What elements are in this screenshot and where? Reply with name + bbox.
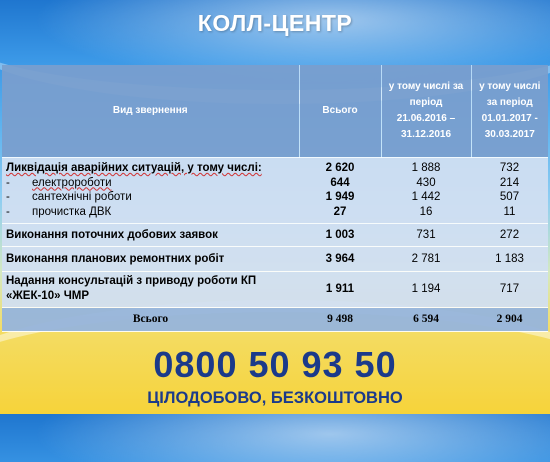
row-label-consulting: Надання консультацій з приводу роботи КП «ЖЕК-10» ЧМР [2,271,299,307]
table-row [2,223,548,246]
tagline: ЦІЛОДОБОВО, БЕЗКОШТОВНО [147,389,403,407]
header-period-2016: у тому числі за період 21.06.2016 – 31.12.2016 [381,65,471,157]
table-row [2,271,548,307]
row-total-planned: 3 964 [299,246,381,271]
header-request-type: Вид звернення [2,65,299,157]
sub-label-plumbing: сантехнічні роботи [32,191,132,203]
row-total-emergency: 2 620 644 1 949 27 [299,157,381,223]
row-p2-consulting: 717 [471,271,548,307]
header-period-2017: у тому числі за період 01.01.2017 - 30.03.2017 [471,65,548,157]
totals-p2: 2 904 [471,307,548,331]
row-label-emergency: Ликвідація аварійних ситуацій, у тому числі: - електророботи - сантехнічні роботи - прочистка ДВК [2,157,299,223]
table-header-row [2,65,548,157]
row-p2-emergency: 732 214 507 11 [471,157,548,223]
totals-total: 9 498 [299,307,381,331]
phone-number: 0800 50 93 50 [153,344,397,385]
sub-label-ventilation: прочистка ДВК [32,205,112,218]
header-total: Всього [299,65,381,157]
row-p2-planned: 1 183 [471,246,548,271]
row-p1-daily: 731 [381,223,471,246]
row-p1-consulting: 1 194 [381,271,471,307]
row-label-daily: Виконання поточних добових заявок [2,223,299,246]
totals-label: Всього [2,307,299,331]
table-row [2,246,548,271]
row-p1-planned: 2 781 [381,246,471,271]
call-center-stats-table [2,65,548,332]
row-total-daily: 1 003 [299,223,381,246]
row-p1-emergency: 1 888 430 1 442 16 [381,157,471,223]
table-totals-row [2,307,548,331]
page-title: КОЛЛ-ЦЕНТР [197,10,353,36]
row-label-planned: Виконання планових ремонтних робіт [2,246,299,271]
table-row [2,157,548,223]
row-total-consulting: 1 911 [299,271,381,307]
sub-label-electrical: електророботи [32,176,112,189]
totals-p1: 6 594 [381,307,471,331]
row-p2-daily: 272 [471,223,548,246]
